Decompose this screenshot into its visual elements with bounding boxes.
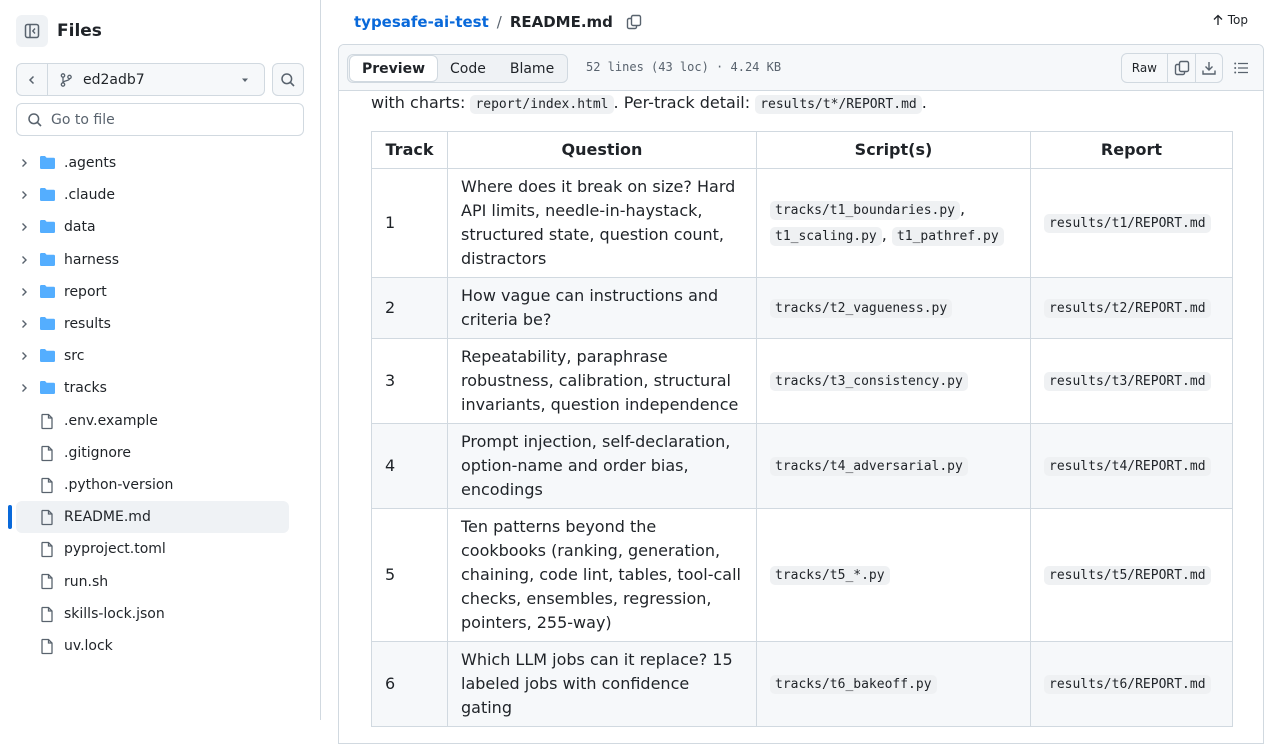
track-cell: 2 [372,278,448,339]
question-cell: Which LLM jobs can it replace? 15 labeled jobs with confidence gating [448,642,757,727]
report-path: results/t1/REPORT.md [1044,214,1211,233]
script-path: tracks/t2_vagueness.py [770,299,952,318]
search-button[interactable] [272,63,304,96]
tree-folder-1[interactable] [0,179,320,211]
report-cell [1031,339,1233,424]
selected-highlight [16,501,289,533]
tree-file-8[interactable] [0,405,320,437]
script-path: tracks/t3_consistency.py [770,372,968,391]
report-cell [1031,169,1233,278]
outline-button[interactable] [1233,60,1249,80]
sidebar-header [16,15,102,47]
back-button[interactable] [17,64,48,95]
report-cell [1031,642,1233,727]
tree-item-label: .agents [64,155,117,172]
folder-icon [39,284,56,299]
question-cell: How vague can instructions and criteria be? [448,278,757,339]
file-tree-sidebar [0,0,321,720]
arrow-up-icon [1212,14,1224,26]
script-path: t1_pathref.py [892,227,1004,246]
intro-text: . [921,93,927,112]
question-cell: Repeatability, paraphrase robustness, calibration, structural invariants, question independence [448,339,757,424]
report-path: results/t5/REPORT.md [1044,566,1211,585]
track-cell: 5 [372,509,448,642]
tab-preview[interactable]: Preview [349,55,438,82]
tab-blame[interactable]: Blame [509,60,555,77]
search-icon [27,112,43,128]
raw-button[interactable]: Raw [1122,54,1168,82]
download-button[interactable] [1195,54,1222,82]
column-header-scripts: Script(s) [757,132,1031,169]
folder-icon [39,155,56,170]
tree-item-label: .claude [64,187,115,204]
file-meta: 52 lines (43 loc) · 4.24 KB [586,60,782,74]
tree-folder-7[interactable] [0,372,320,404]
inline-code: results/t*/REPORT.md [755,95,922,114]
folder-icon [39,219,56,234]
tree-item-label: .gitignore [64,444,131,461]
script-path: tracks/t6_bakeoff.py [770,675,937,694]
file-icon [39,541,55,558]
question-cell: Ten patterns beyond the cookbooks (ranking, generation, chaining, code lint, tables, tool-call checks, ensembles, regression, pointers, 255-way) [448,509,757,642]
file-tree [0,147,320,662]
file-icon [39,509,55,526]
folder-icon [39,187,56,202]
folder-icon [39,252,56,267]
track-cell: 3 [372,339,448,424]
tree-folder-2[interactable] [0,211,320,243]
table-row [372,642,1233,727]
download-icon [1201,60,1217,76]
script-path: tracks/t4_adversarial.py [770,457,968,476]
track-cell: 4 [372,424,448,509]
list-unordered-icon [1233,60,1249,76]
selected-indicator [8,505,12,529]
tree-file-13[interactable] [0,565,320,597]
tree-folder-0[interactable] [0,147,320,179]
chevron-right-icon[interactable] [19,287,29,297]
chevron-right-icon[interactable] [19,255,29,265]
column-header-report: Report [1031,132,1233,169]
tree-file-12[interactable] [0,533,320,565]
table-header-row [372,132,1233,169]
top-link-label: Top [1227,13,1248,27]
tree-item-label: pyproject.toml [64,541,166,558]
git-branch-icon [58,72,74,88]
folder-icon [39,316,56,331]
branch-group [16,63,265,96]
branch-picker[interactable] [48,64,264,95]
tree-item-label: skills-lock.json [64,605,165,622]
table-row [372,509,1233,642]
copy-raw-button[interactable] [1168,54,1195,82]
view-mode-segmented-control [347,54,568,83]
file-icon [39,573,55,590]
branch-name: ed2adb7 [83,71,145,88]
copy-icon [626,14,642,30]
tree-item-label: README.md [64,509,151,526]
main-content [321,0,1280,720]
report-path: results/t4/REPORT.md [1044,457,1211,476]
caret-down-icon [240,75,250,85]
sidebar-collapse-icon [24,23,40,39]
column-header-track: Track [372,132,448,169]
tree-folder-3[interactable] [0,244,320,276]
column-header-question: Question [448,132,757,169]
report-cell [1031,509,1233,642]
scripts-cell: tracks/t1_boundaries.py , t1_scaling.py , t1_pathref.py [757,169,1031,278]
breadcrumb-file-name: README.md [509,13,613,31]
file-viewer [338,44,1264,744]
table-row [372,278,1233,339]
scripts-cell [757,278,1031,339]
file-icon [39,413,55,430]
script-path: tracks/t1_boundaries.py [770,201,960,220]
file-header [339,45,1263,91]
tree-item-label: results [64,316,111,333]
question-cell: Where does it break on size? Hard API limits, needle-in-haystack, structured state, question count, distractors [448,169,757,278]
tree-item-label: harness [64,251,120,268]
intro-text: . Per-track detail: [613,93,751,112]
collapse-sidebar-button[interactable] [16,15,48,47]
script-path: tracks/t5_*.py [770,566,890,585]
copy-icon [1174,60,1190,76]
tree-folder-5[interactable] [0,308,320,340]
inline-code: report/index.html [470,95,613,114]
tab-code[interactable]: Code [450,60,486,77]
folder-icon [39,348,56,363]
tree-file-15[interactable] [0,630,320,662]
tracks-table [371,131,1233,727]
tree-file-11[interactable] [0,501,320,533]
chevron-left-icon [26,74,38,86]
tree-folder-6[interactable] [0,340,320,372]
file-icon [39,606,55,623]
chevron-right-icon[interactable] [19,222,29,232]
tree-item-label: data [64,219,96,236]
tree-item-label: report [64,283,107,300]
intro-text: with charts: [371,93,466,112]
table-row [372,424,1233,509]
scripts-cell [757,339,1031,424]
question-cell: Prompt injection, self-declaration, option-name and order bias, encodings [448,424,757,509]
chevron-right-icon[interactable] [19,383,29,393]
table-body [372,169,1233,727]
scripts-cell [757,509,1031,642]
tree-item-label: .python-version [64,476,174,493]
table-row [372,169,1233,278]
tree-item-label: run.sh [64,573,109,590]
scripts-cell [757,424,1031,509]
intro-paragraph [371,93,927,112]
sidebar-title: Files [57,21,102,41]
report-path: results/t6/REPORT.md [1044,675,1211,694]
file-actions [1121,53,1223,83]
tree-file-9[interactable] [0,437,320,469]
track-cell: 1 [372,169,448,278]
breadcrumb-repo-link[interactable]: typesafe-ai-test [354,13,489,31]
report-path: results/t2/REPORT.md [1044,299,1211,318]
tree-item-label: tracks [64,380,107,397]
search-icon [280,72,296,88]
tree-folder-4[interactable] [0,276,320,308]
chevron-right-icon[interactable] [19,351,29,361]
tree-item-label: .env.example [64,412,158,429]
copy-path-button[interactable] [626,14,642,30]
folder-icon [39,380,56,395]
table-row [372,339,1233,424]
tree-file-10[interactable] [0,469,320,501]
report-cell [1031,424,1233,509]
branch-row [16,63,304,96]
file-icon [39,477,55,494]
chevron-right-icon[interactable] [19,158,29,168]
scripts-cell [757,642,1031,727]
script-path: t1_scaling.py [770,227,882,246]
chevron-right-icon[interactable] [19,190,29,200]
report-cell [1031,278,1233,339]
back-to-top-link[interactable] [1212,13,1248,27]
file-icon [39,638,55,655]
go-to-file-input[interactable] [51,112,281,128]
report-path: results/t3/REPORT.md [1044,372,1211,391]
file-breadcrumb-bar [338,0,1264,44]
breadcrumb-separator: / [496,13,502,31]
chevron-right-icon[interactable] [19,319,29,329]
file-icon [39,445,55,462]
go-to-file-field[interactable] [16,103,304,136]
tree-file-14[interactable] [0,598,320,630]
track-cell: 6 [372,642,448,727]
tree-item-label: src [64,348,85,365]
tree-item-label: uv.lock [64,637,113,654]
